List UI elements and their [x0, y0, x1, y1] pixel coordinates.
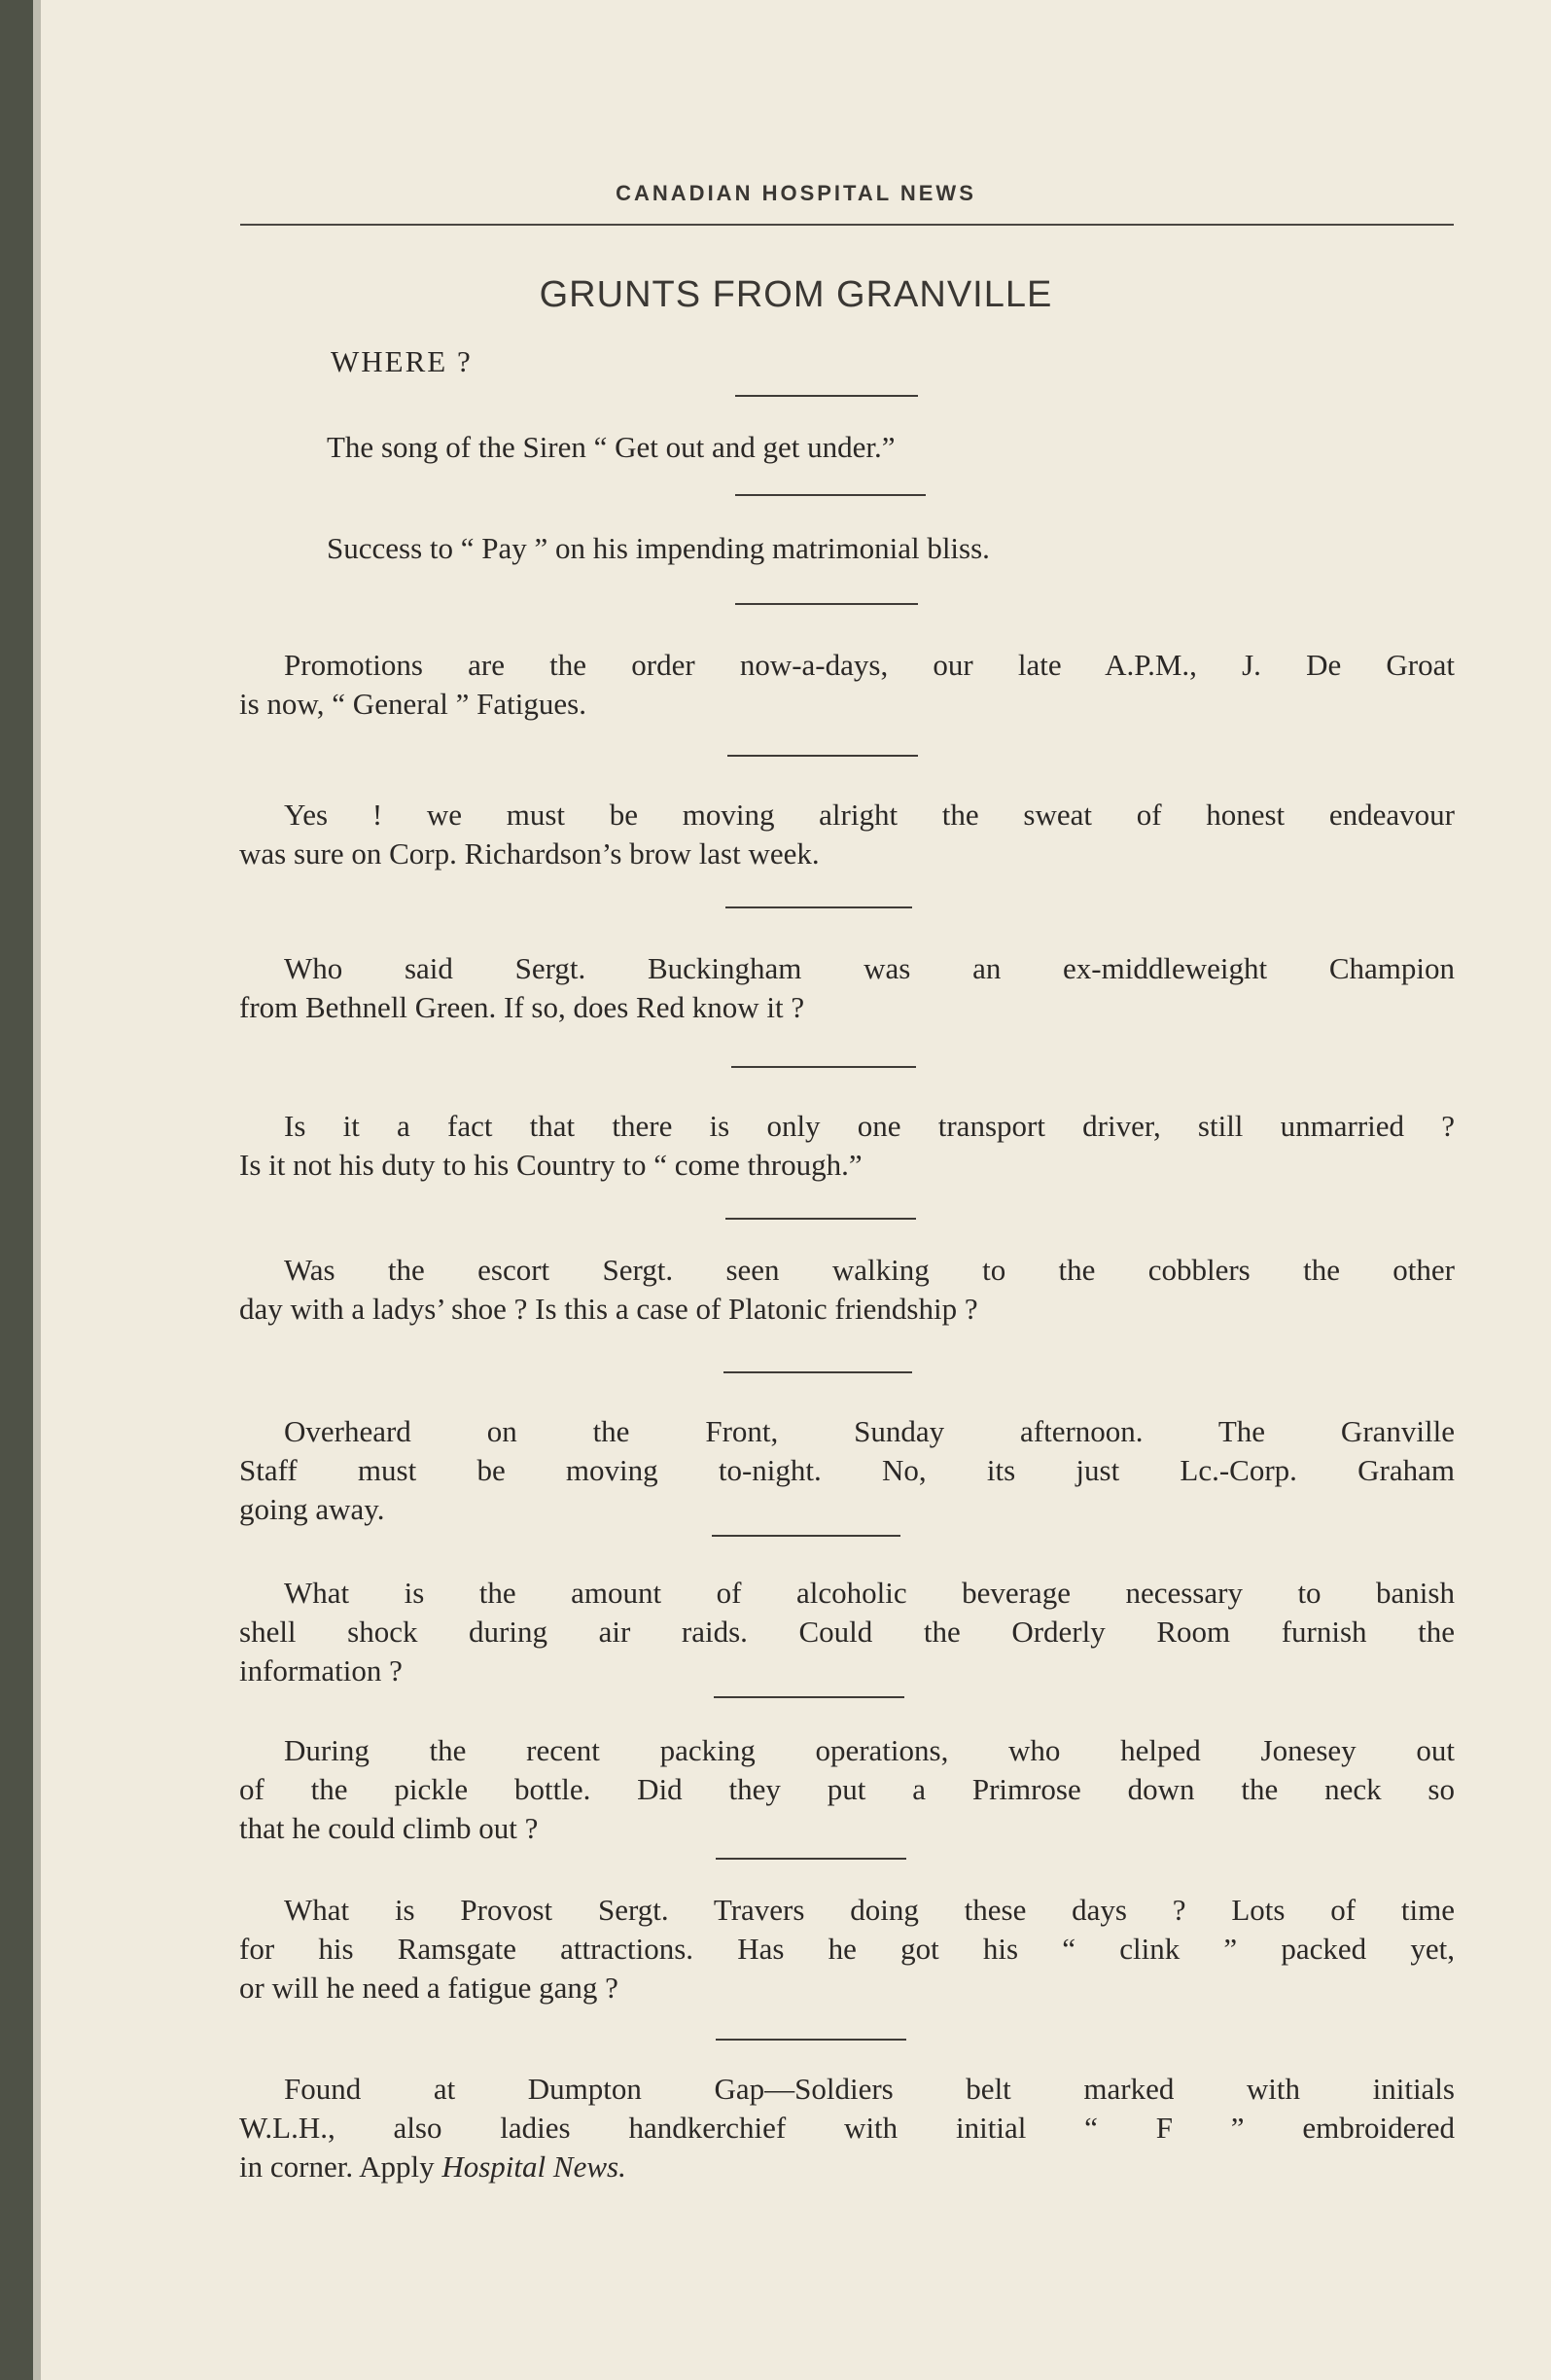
book-binding [0, 0, 33, 2380]
item-line: Overheard on the Front, Sunday afternoon. The Granville [284, 1414, 1455, 1448]
grunt-item [239, 2070, 1455, 2186]
grunt-item [239, 646, 1455, 724]
item-line: Promotions are the order now-a-days, our late A.P.M., J. De Groat [284, 648, 1455, 682]
item-line: information ? [239, 1653, 403, 1687]
separator-rule [731, 1066, 916, 1068]
grunt-item [239, 529, 1455, 568]
separator-rule [725, 1218, 916, 1220]
item-line [239, 2148, 1455, 2186]
item-line: going away. [239, 1492, 385, 1526]
separator-rule [735, 603, 918, 605]
separator-rule [716, 2039, 906, 2041]
grunt-item [239, 1731, 1455, 1848]
item-line: Staff must be moving to-night. No, its just Lc.-Corp. Graham [239, 1453, 1455, 1487]
article-title: GRUNTS FROM GRANVILLE [539, 274, 1053, 315]
item-line: or will he need a fatigue gang ? [239, 1971, 618, 2005]
grunt-item [239, 1107, 1455, 1185]
separator-rule [735, 494, 926, 496]
item-line: of the pickle bottle. Did they put a Primrose down the neck so [239, 1772, 1455, 1806]
item-line: shell shock during air raids. Could the Orderly Room furnish the [239, 1615, 1455, 1649]
item-line: During the recent packing operations, who helped Jonesey out [284, 1733, 1455, 1767]
item-line: Was the escort Sergt. seen walking to the cobblers the other [284, 1253, 1455, 1287]
item-line: is now, “ General ” Fatigues. [239, 687, 586, 721]
item-line: day with a ladys’ shoe ? Is this a case of Platonic friendship ? [239, 1292, 978, 1326]
item-line: Is it not his duty to his Country to “ come through.” [239, 1148, 863, 1182]
separator-rule [716, 1858, 906, 1860]
running-head: CANADIAN HOSPITAL NEWS [616, 181, 976, 205]
grunt-item [239, 1891, 1455, 2007]
item-line: W.L.H., also ladies handkerchief with initial “ F ” embroidered [239, 2111, 1455, 2145]
item-line: Is it a fact that there is only one transport driver, still unmarried ? [284, 1109, 1455, 1143]
item-line: Success to “ Pay ” on his impending matrimonial bliss. [327, 531, 990, 565]
item-line: What is Provost Sergt. Travers doing these days ? Lots of time [284, 1893, 1455, 1927]
separator-rule [727, 755, 918, 757]
separator-rule [725, 906, 912, 908]
page-sheet [41, 0, 1551, 2380]
item-line: WHERE ? [331, 344, 473, 378]
binding-edge [33, 0, 41, 2380]
item-line: was sure on Corp. Richardson’s brow last week. [239, 836, 820, 870]
separator-rule [735, 395, 918, 397]
separator-rule [723, 1371, 912, 1373]
publication-name: Hospital News. [441, 2149, 626, 2184]
item-line: The song of the Siren “ Get out and get under.” [327, 430, 896, 464]
grunt-item [239, 949, 1455, 1027]
item-line: that he could climb out ? [239, 1811, 539, 1845]
grunt-item [239, 796, 1455, 873]
grunt-item [239, 1251, 1455, 1329]
item-line: from Bethnell Green. If so, does Red know it ? [239, 990, 805, 1024]
item-line: Yes ! we must be moving alright the sweat of honest endeavour [284, 798, 1455, 832]
grunt-item [239, 428, 1455, 467]
grunt-item [239, 1412, 1455, 1529]
item-line: for his Ramsgate attractions. Has he got his “ clink ” packed yet, [239, 1932, 1455, 1966]
grunt-item [239, 342, 1455, 381]
grunt-item [239, 1574, 1455, 1690]
separator-rule [712, 1535, 900, 1537]
item-line: Found at Dumpton Gap—Soldiers belt marked with initials [284, 2072, 1455, 2106]
item-line: What is the amount of alcoholic beverage necessary to banish [284, 1576, 1455, 1610]
item-line: Who said Sergt. Buckingham was an ex-middleweight Champion [284, 951, 1455, 985]
separator-rule [714, 1696, 904, 1698]
item-line-text: in corner. Apply [239, 2149, 442, 2184]
header-rule [240, 224, 1454, 226]
